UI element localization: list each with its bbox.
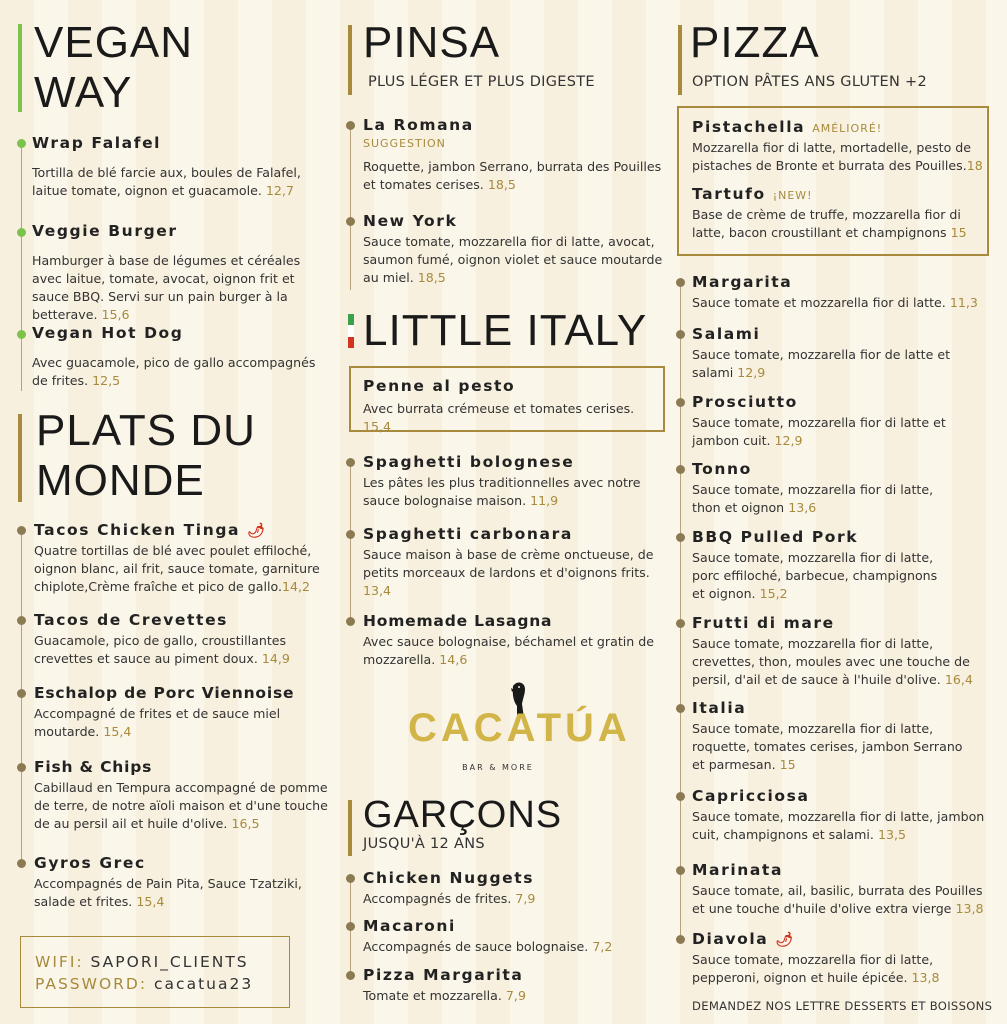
footer-note: DEMANDEZ NOS LETTRE DESSERTS ET BOISSONS	[692, 999, 993, 1013]
pizza-rail	[680, 282, 681, 942]
item-name: Pizza Margarita	[363, 966, 524, 984]
menu-item	[692, 787, 988, 844]
item-price: 14,6	[439, 652, 468, 667]
item-desc: Avec burrata crémeuse et tomates cerises. 15,4	[363, 401, 635, 434]
menu-item	[692, 699, 967, 774]
wifi-box	[20, 936, 290, 1008]
item-desc: Les pâtes les plus traditionnelles avec notre sauce bolognaise maison. 11,9	[363, 475, 641, 508]
item-desc: Accompagnés de Pain Pita, Sauce Tzatziki, salade et frites. 15,4	[34, 876, 302, 909]
bullet-icon	[17, 859, 26, 868]
menu-item	[34, 854, 334, 911]
italy-title: LITTLE ITALY	[363, 306, 648, 355]
menu-item	[32, 134, 332, 200]
item-desc: Accompagnés de sauce bolognaise. 7,2	[363, 939, 613, 954]
item-name: Pistachella AMÉLIORÉ!	[692, 118, 883, 136]
item-desc: Accompagné de frites et de sauce miel moutarde. 15,4	[34, 706, 281, 739]
bullet-icon	[17, 228, 26, 237]
item-name: Capricciosa	[692, 787, 810, 805]
pizza-title: PIZZA	[690, 18, 820, 67]
pinsa-title: PINSA	[363, 18, 501, 67]
item-name: Homemade Lasagna	[363, 612, 553, 630]
item-name: BBQ Pulled Pork	[692, 528, 859, 546]
item-desc: Mozzarella fior di latte, mortadelle, pesto de pistaches de Bronte et burrata des Pouilles.18	[692, 140, 983, 173]
item-desc: Sauce maison à base de crème onctueuse, de petits morceaux de lardons et d'oignons frits. 13,4	[363, 547, 654, 598]
item-price: 15	[950, 225, 967, 240]
menu-item	[363, 116, 663, 194]
item-name: Italia	[692, 699, 747, 717]
menu-item	[692, 528, 952, 603]
item-desc: Roquette, jambon Serrano, burrata des Pouilles et tomates cerises. 18,5	[363, 159, 662, 192]
menu-item	[363, 869, 663, 908]
item-name: Tacos de Crevettes	[34, 611, 229, 629]
menu-item	[34, 611, 334, 668]
bullet-icon	[17, 526, 26, 535]
item-price: 7,9	[505, 988, 526, 1003]
bullet-icon	[676, 866, 685, 875]
menu-item	[692, 614, 984, 689]
item-desc: Sauce tomate, mozzarella fior di latte, thon et oignon 13,6	[692, 482, 934, 515]
item-name: Salami	[692, 325, 761, 343]
item-name: New York	[363, 212, 458, 230]
item-desc: Sauce tomate, mozzarella fior di latte, roquette, tomates cerises, jambon Serrano et parmesan. 15	[692, 721, 963, 772]
bullet-icon	[676, 792, 685, 801]
item-price: 15,4	[136, 894, 165, 909]
item-price: 12,9	[737, 365, 766, 380]
item-desc: Sauce tomate, mozzarella fior di latte, jambon cuit, champignons et salami. 13,5	[692, 809, 985, 842]
item-name: Spaghetti bolognese	[363, 453, 575, 471]
bullet-icon	[346, 217, 355, 226]
bullet-icon	[17, 689, 26, 698]
item-price: 13,6	[788, 500, 817, 515]
item-desc: Guacamole, pico de gallo, croustillantes crevettes et sauce au piment doux. 14,9	[34, 633, 290, 666]
pizza-title-bar	[678, 25, 682, 95]
item-price: 7,9	[515, 891, 536, 906]
item-desc: Sauce tomate, mozzarella fior di latte, avocat, saumon fumé, oignon violet et sauce moutarde au miel. 18,5	[363, 234, 663, 285]
item-price: 15,2	[759, 586, 788, 601]
monde-title-1: PLATS DU	[36, 406, 256, 455]
item-name: Macaroni	[363, 917, 456, 935]
bullet-icon	[676, 398, 685, 407]
menu-item	[692, 460, 952, 517]
item-price: 15	[779, 757, 796, 772]
new-tag: AMÉLIORÉ!	[812, 122, 883, 135]
item-desc: Sauce tomate, ail, basilic, burrata des Pouilles et une touche d'huile d'olive extra vierge 13,8	[692, 883, 984, 916]
bullet-icon	[676, 465, 685, 474]
bullet-icon	[676, 935, 685, 944]
item-desc: Cabillaud en Tempura accompagné de pomme de terre, de notre aïoli maison et d'une touche de au persil ail et huile d'olive. 16,5	[34, 780, 328, 831]
logo-sub: BAR & MORE	[462, 763, 534, 772]
menu-item	[692, 861, 988, 918]
vegan-title-2: WAY	[34, 68, 133, 117]
item-name: Marinata	[692, 861, 784, 879]
item-desc: Sauce tomate, mozzarella fior di latte et jambon cuit. 12,9	[692, 415, 946, 448]
new-tag: ¡NEW!	[772, 189, 813, 202]
chili-pepper-icon: 🌶	[775, 932, 795, 948]
bullet-icon	[346, 922, 355, 931]
italian-flag-icon	[348, 314, 354, 348]
menu-item	[363, 966, 663, 1005]
item-price: 18,5	[417, 270, 446, 285]
item-price: 18	[966, 158, 983, 173]
menu-item	[32, 324, 332, 390]
item-name: Vegan Hot Dog	[32, 324, 184, 342]
featured-item	[363, 377, 663, 436]
item-name: Prosciutto	[692, 393, 798, 411]
item-name: Fish & Chips	[34, 758, 153, 776]
menu-item	[363, 525, 663, 600]
item-name: Penne al pesto	[363, 377, 516, 395]
pinsa-rail	[350, 125, 351, 290]
item-price: 15,6	[101, 307, 130, 322]
item-desc: Avec sauce bolognaise, béchamel et gratin de mozzarella. 14,6	[363, 634, 654, 667]
bullet-icon	[17, 330, 26, 339]
bullet-icon	[17, 763, 26, 772]
item-desc: Sauce tomate, mozzarella fior di latte, porc effiloché, barbecue, champignons et oignon. 15,2	[692, 550, 938, 601]
item-name: Spaghetti carbonara	[363, 525, 573, 543]
italy-rail	[350, 462, 351, 622]
menu-item	[363, 212, 663, 287]
item-price: 16,4	[944, 672, 973, 687]
wifi-label: WIFI:	[35, 953, 84, 971]
item-price: 15,4	[103, 724, 132, 739]
suggestion-tag: SUGGESTION	[363, 137, 446, 150]
menu-item	[34, 521, 334, 596]
vegan-rail	[21, 143, 22, 391]
item-desc: Avec guacamole, pico de gallo accompagnés de frites. 12,5	[32, 355, 316, 388]
featured-item	[692, 185, 984, 242]
item-name: Tartufo ¡NEW!	[692, 185, 813, 203]
menu-item	[363, 453, 663, 510]
menu-item	[692, 393, 962, 450]
menu-item	[363, 612, 663, 669]
menu-item	[32, 222, 332, 324]
bullet-icon	[346, 617, 355, 626]
menu-item	[692, 325, 962, 382]
bullet-icon	[346, 874, 355, 883]
item-price: 11,3	[949, 295, 978, 310]
vegan-title-1: VEGAN	[34, 18, 194, 67]
bullet-icon	[676, 619, 685, 628]
bullet-icon	[346, 530, 355, 539]
monde-title-2: MONDE	[36, 456, 205, 505]
cacatua-logo	[408, 680, 631, 775]
item-price: 16,5	[231, 816, 260, 831]
item-name: Eschalop de Porc Viennoise	[34, 684, 295, 702]
item-name: La Romana	[363, 116, 474, 134]
item-price: 15,4	[363, 419, 392, 434]
item-desc: Quatre tortillas de blé avec poulet effiloché, oignon blanc, ail frit, sauce tomate, garniture chiplote,Crème fraîche et pico de gallo.14,2	[34, 543, 320, 594]
item-price: 13,8	[955, 901, 984, 916]
item-name: Wrap Falafel	[32, 134, 162, 152]
bullet-icon	[676, 278, 685, 287]
item-price: 12,7	[265, 183, 294, 198]
bullet-icon	[676, 330, 685, 339]
garcons-title: GARÇONS	[363, 794, 563, 836]
bullet-icon	[346, 121, 355, 130]
item-price: 12,5	[92, 373, 121, 388]
menu-item	[692, 273, 992, 312]
item-desc: Hamburger à base de légumes et céréales avec laitue, tomate, avocat, oignon frit et sauce BBQ. Servi sur un pain burger à la betterave. 15,6	[32, 253, 301, 322]
featured-item	[692, 118, 984, 175]
wifi-network: SAPORI_CLIENTS	[90, 953, 249, 971]
bullet-icon	[346, 971, 355, 980]
logo-word: CACATÚA	[408, 706, 631, 750]
item-price: 7,2	[592, 939, 613, 954]
bullet-icon	[676, 533, 685, 542]
item-name: Veggie Burger	[32, 222, 178, 240]
garcons-subtitle: JUSQU'À 12 ANS	[363, 836, 485, 852]
item-price: 14,9	[261, 651, 290, 666]
item-name: Gyros Grec	[34, 854, 146, 872]
item-desc: Base de crème de truffe, mozzarella fior di latte, bacon croustillant et champignons 15	[692, 207, 967, 240]
menu-item	[34, 758, 334, 833]
item-price: 12,9	[774, 433, 803, 448]
item-desc: Tomate et mozzarella. 7,9	[363, 988, 526, 1003]
monde-title-bar	[18, 414, 22, 502]
bullet-icon	[676, 704, 685, 713]
item-desc: Sauce tomate et mozzarella fior di latte. 11,3	[692, 295, 978, 310]
wifi-password: cacatua23	[154, 975, 254, 993]
pinsa-title-bar	[348, 25, 352, 95]
garcons-title-bar	[348, 800, 352, 856]
item-price: 11,9	[530, 493, 559, 508]
password-label: PASSWORD:	[35, 975, 148, 993]
vegan-title-bar	[18, 24, 22, 112]
item-desc: Tortilla de blé farcie aux, boules de Falafel, laitue tomate, oignon et guacamole. 12,7	[32, 165, 301, 198]
item-price: 13,8	[911, 970, 940, 985]
item-price: 13,4	[363, 583, 392, 598]
item-name: Tonno	[692, 460, 752, 478]
monde-rail	[21, 530, 22, 868]
menu-item	[34, 684, 334, 741]
bullet-icon	[17, 139, 26, 148]
menu-item	[363, 917, 663, 956]
bullet-icon	[346, 458, 355, 467]
item-name: Diavola 🌶	[692, 930, 795, 948]
chili-pepper-icon: 🌶	[247, 523, 267, 539]
pinsa-subtitle: PLUS LÉGER ET PLUS DIGESTE	[368, 74, 595, 90]
item-name: Frutti di mare	[692, 614, 835, 632]
item-desc: Sauce tomate, mozzarella fior di latte, crevettes, thon, moules avec une touche de persil, d'ail et de sauce à l'huile d'olive. 16,4	[692, 636, 973, 687]
item-name: Chicken Nuggets	[363, 869, 535, 887]
item-desc: Sauce tomate, mozzarella fior di latte, pepperoni, oignon et huile épicée. 13,8	[692, 952, 940, 985]
bullet-icon	[17, 616, 26, 625]
item-price: 14,2	[282, 579, 311, 594]
item-desc: Sauce tomate, mozzarella fior de latte et salami 12,9	[692, 347, 951, 380]
item-desc: Accompagnés de frites. 7,9	[363, 891, 536, 906]
menu-item	[692, 930, 952, 987]
pizza-subtitle: OPTION PÂTES ANS GLUTEN +2	[692, 74, 928, 90]
item-name: Margarita	[692, 273, 793, 291]
item-price: 18,5	[487, 177, 516, 192]
item-name: Tacos Chicken Tinga 🌶	[34, 521, 267, 539]
item-price: 13,5	[877, 827, 906, 842]
